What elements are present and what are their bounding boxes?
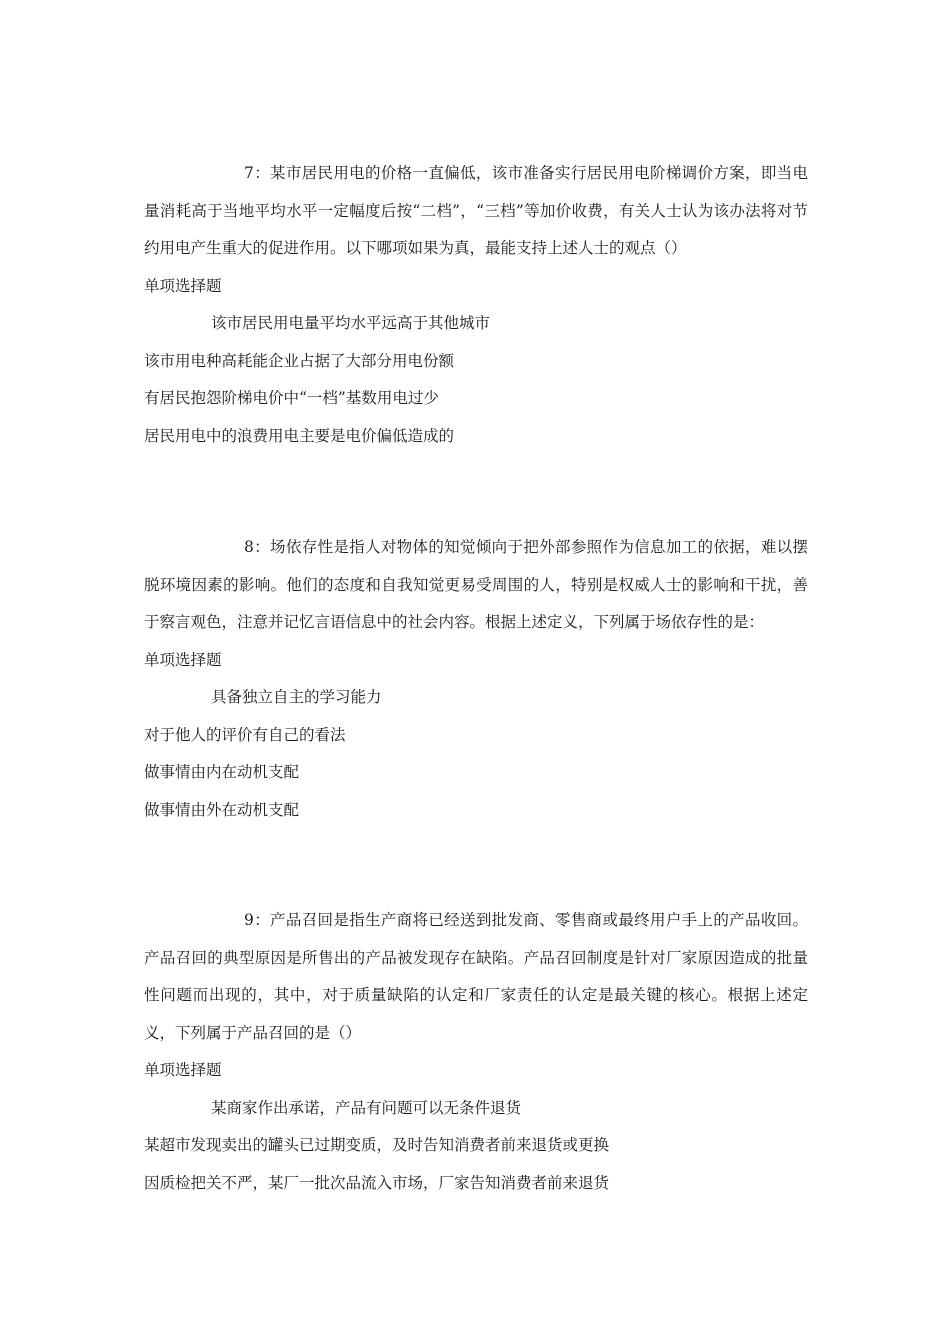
question-type-label: 单项选择题: [144, 276, 222, 295]
option-b: 某超市发现卖出的罐头已过期变质，及时告知消费者前来退货或更换: [144, 1136, 610, 1154]
option-c: 有居民抱怨阶梯电价中“一档”基数用电过少: [144, 389, 439, 407]
option-b: 该市用电种高耗能企业占据了大部分用电份额: [144, 351, 455, 370]
option-c: 因质检把关不严，某厂一批次品流入市场，厂家告知消费者前来退货: [144, 1173, 610, 1192]
option-b: 对于他人的评价有自己的看法: [144, 725, 346, 744]
option-a: 某商家作出承诺，产品有问题可以无条件退货: [211, 1098, 522, 1117]
option-d: 居民用电中的浪费用电主要是电价偏低造成的: [144, 426, 455, 445]
question-stem: 8：场依存性是指人对物体的知觉倾向于把外部参照作为信息加工的依据，难以摆脱环境因素的影响。他们的态度和自我知觉更易受周围的人，特别是权威人士的影响和干扰，善于察言观色，注意并记忆言语信息中的社会内容。根据上述定义，下列属于场依存性的是：: [144, 538, 808, 631]
option-c: 做事情由内在动机支配: [144, 763, 300, 781]
question-type-label: 单项选择题: [144, 650, 222, 669]
question-7: [144, 155, 808, 455]
option-a: 该市居民用电量平均水平远高于其他城市: [211, 314, 491, 332]
question-stem: 7：某市居民用电的价格一直偏低，该市准备实行居民用电阶梯调价方案，即当电量消耗高于当地平均水平一定幅度后按“二档”，“三档”等加价收费，有关人士认为该办法将对节约用电产生重大的促进作用。以下哪项如果为真，最能支持上述人士的观点（）: [144, 164, 808, 257]
question-8: [144, 529, 808, 829]
option-a: 具备独立自主的学习能力: [211, 688, 382, 706]
question-stem: 9：产品召回是指生产商将已经送到批发商、零售商或最终用户手上的产品收回。产品召回的典型原因是所售出的产品被发现存在缺陷。产品召回制度是针对厂家原因造成的批量性问题而出现的，其中，对于质量缺陷的认定和厂家责任的认定是最关键的核心。根据上述定义，下列属于产品召回的是（）: [144, 911, 808, 1042]
question-type-label: 单项选择题: [144, 1061, 222, 1079]
question-9: [144, 902, 808, 1202]
option-d: 做事情由外在动机支配: [144, 800, 300, 819]
